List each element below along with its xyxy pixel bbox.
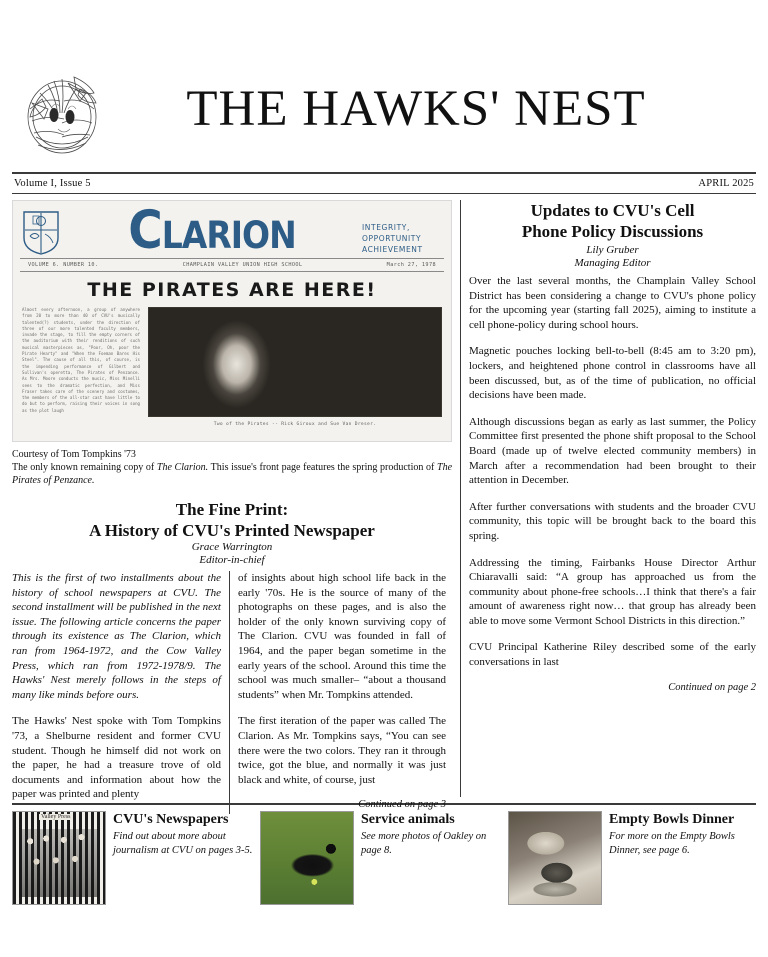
- sidebar-headline-line-1: Updates to CVU's Cell: [530, 201, 695, 220]
- clarion-photo-caption: Two of the Pirates -- Rick Giroux and Sue Van Dreser.: [213, 422, 377, 427]
- teaser-headline: CVU's Newspapers: [113, 812, 229, 827]
- caption-italic-a: The Clarion.: [156, 462, 209, 473]
- sidebar-paragraph: After further conversations with students and the broader CVU community, this topic will be brought back to the board this spring.: [469, 500, 756, 542]
- teaser-text-block: [602, 811, 750, 905]
- teaser-text-block: [106, 811, 254, 905]
- teaser-subtext: Find out about more about journalism at CVU on pages 3-5.: [113, 831, 253, 856]
- feature-continued-link[interactable]: Continued on page 3: [358, 799, 446, 811]
- masthead: [12, 0, 756, 168]
- teaser-headline: Empty Bowls Dinner: [609, 812, 735, 827]
- feature-paragraph: of insights about high school life back in the early '70s. He is the source of many of the photographs on these pages, and is also the holder of the only known surviving copy of The Clarion. CVU was founded in fall of 1964, and the paper began sometime in the early years of the school. Around this time the school was much smaller– “about a thousand students” when Mr. Tompkins attended.: [238, 572, 446, 701]
- teaser-subtext: See more photos of Oakley on page 8.: [361, 831, 487, 856]
- clarion-archive-scan: [12, 200, 452, 442]
- clarion-volume: VOLUME 6. NUMBER 10.: [28, 262, 99, 268]
- motto-line-1: INTEGRITY,: [362, 223, 410, 232]
- feature-body-columns: [12, 571, 452, 814]
- feature-paragraph: The first iteration of the paper was called The Clarion. As Mr. Tompkins says, “You can see there were the two colors. They ran it through twice, got the blue, and normally it was just black and white, of course, just: [238, 715, 446, 786]
- photo-courtesy-line: Courtesy of Tom Tompkins '73: [12, 449, 136, 460]
- motto-line-2: OPPORTUNITY: [362, 234, 422, 243]
- masthead-rule-bottom: [12, 193, 756, 194]
- valley-press-photo-label: Valley Press: [41, 814, 71, 820]
- clarion-photo-block: [148, 307, 442, 433]
- sidebar-headline: [469, 200, 756, 242]
- sidebar-paragraph: Magnetic pouches locking bell-to-bell (8:45 am to 3:20 pm), lockers, and heightened phone control in classrooms have all been discussed, but, as of the time of publication, no official decisions have been made.: [469, 345, 756, 402]
- clarion-school: CHAMPLAIN VALLEY UNION HIGH SCHOOL: [182, 262, 303, 268]
- class-group-photo-icon: [12, 811, 106, 905]
- nest-illustration-icon: [18, 59, 106, 159]
- feature-headline: [12, 499, 452, 541]
- column-divider: [460, 200, 461, 797]
- feature-author: Grace Warrington: [191, 541, 273, 553]
- caption-part-a: The only known remaining copy of: [12, 462, 157, 473]
- feature-column: [12, 199, 460, 811]
- feature-author-role: Editor-in-chief: [199, 554, 265, 566]
- clarion-lower-section: [20, 307, 444, 435]
- caption-italic-b: The Pirates of Penzance.: [12, 462, 453, 486]
- feature-body-col-2: [229, 571, 446, 814]
- page-title: THE HAWKS' NEST: [186, 81, 646, 137]
- teaser-item-empty-bowls[interactable]: [508, 811, 756, 905]
- teaser-item-newspapers[interactable]: [12, 811, 260, 905]
- teaser-strip: [12, 811, 756, 905]
- sidebar-headline-line-2: Phone Policy Discussions: [521, 222, 704, 241]
- content-grid: [12, 199, 756, 811]
- feature-paragraph: The Hawks' Nest spoke with Tom Tompkins '73, a Shelburne resident and former CVU student. Though he himself did not work on the paper, he had a treasure trove of old documents and information about how the paper was printed and plenty: [12, 715, 221, 801]
- sidebar-article-column: [469, 200, 756, 797]
- feature-body-col-1: [12, 571, 229, 814]
- feature-paragraph: This is the first of two installments about the history of school newspapers at CVU. The second installment will be published in the next issue. The following article concerns the paper through its existence as The Clarion, which ran from 1964-1972, and the Cow Valley Press, which ran from 1972-1978/9. The Hawks' Nest merely follows in the steps of many like minds before ours.: [12, 572, 221, 701]
- sidebar-paragraph: CVU Principal Katherine Riley described some of the early conversations in last: [469, 641, 756, 669]
- issue-date-text: APRIL 2025: [698, 178, 754, 189]
- sidebar-continued-link[interactable]: Continued on page 2: [668, 681, 756, 693]
- teaser-item-service-animals[interactable]: [260, 811, 508, 905]
- clarion-masthead: [20, 199, 444, 262]
- empty-bowls-soup-photo-icon: [508, 811, 602, 905]
- clarion-wordmark: Clarion: [128, 199, 296, 262]
- teaser-text-block: [354, 811, 502, 905]
- sidebar-author: Lily Gruber: [586, 244, 639, 256]
- sidebar-paragraph: Addressing the timing, Fairbanks House Director Arthur Chiaravalli said: “A group has approached us from the community about phone-free schools…I think that there's a fair amount of awareness right now… that group has already been able to move some Vermont School Districts in this direction.”: [469, 556, 756, 627]
- black-dog-photo-icon: [260, 811, 354, 905]
- feature-headline-line-2: A History of CVU's Printed Newspaper: [89, 521, 375, 540]
- feature-headline-line-1: The Fine Print:: [175, 500, 289, 519]
- teaser-headline: Service animals: [361, 812, 455, 827]
- clarion-headline: THE PIRATES ARE HERE!: [87, 279, 377, 301]
- teaser-subtext: For more on the Empty Bowls Dinner, see page 6.: [609, 831, 735, 856]
- cvu-shield-crest-icon: [20, 208, 62, 256]
- clarion-date: March 27, 1978: [386, 262, 436, 268]
- volume-date-bar: [12, 174, 756, 193]
- motto-line-3: ACHIEVEMENT: [362, 245, 423, 254]
- sidebar-paragraph: Over the last several months, the Champlain Valley School District has been considering a change to CVU's phone policy for the upcoming year (starting fall 2025), aiming to institute a cell phone-policy during school hours.: [469, 275, 756, 331]
- sidebar-paragraph: Although discussions began as early as last summer, the Policy Committee first presented the phone shift proposal to the School Board (made up of twelve elected community members) in March after a recommendation had been brought to their attention in December.: [469, 415, 756, 487]
- pirates-cast-photo-icon: [148, 307, 442, 417]
- volume-issue-text: Volume I, Issue 5: [14, 178, 91, 189]
- clarion-motto: [362, 206, 444, 255]
- clarion-body-text: Almost every afternoon, a group of anywhere from 20 to more than 40 of CVU's musically talented(?) students, under the direction of three of our more talented faculty members, invade the stage, to fill the empty corners of the auditorium with their renditions of such musical masterpieces as, "Poor, Oh, poor the Pirate Hearty" and "When the Foeman Bares His Steel". The cause of all this, of course, is the impending performance of Gilbert and Sullivan's operetta, The Pirates of Penzance. As Mrs. Moore conducts the music, Miss Minelli sees to the dramatic perfection, and Miss Fraser takes care of the scenery and costumes, the members of the all-star cast have little to do but to perform, raising their voices in song as the plot laugh: [22, 307, 140, 413]
- caption-part-b: This issue's front page features the spring production of: [208, 462, 438, 473]
- scan-caption: [12, 461, 452, 487]
- sidebar-author-role: Managing Editor: [574, 257, 651, 269]
